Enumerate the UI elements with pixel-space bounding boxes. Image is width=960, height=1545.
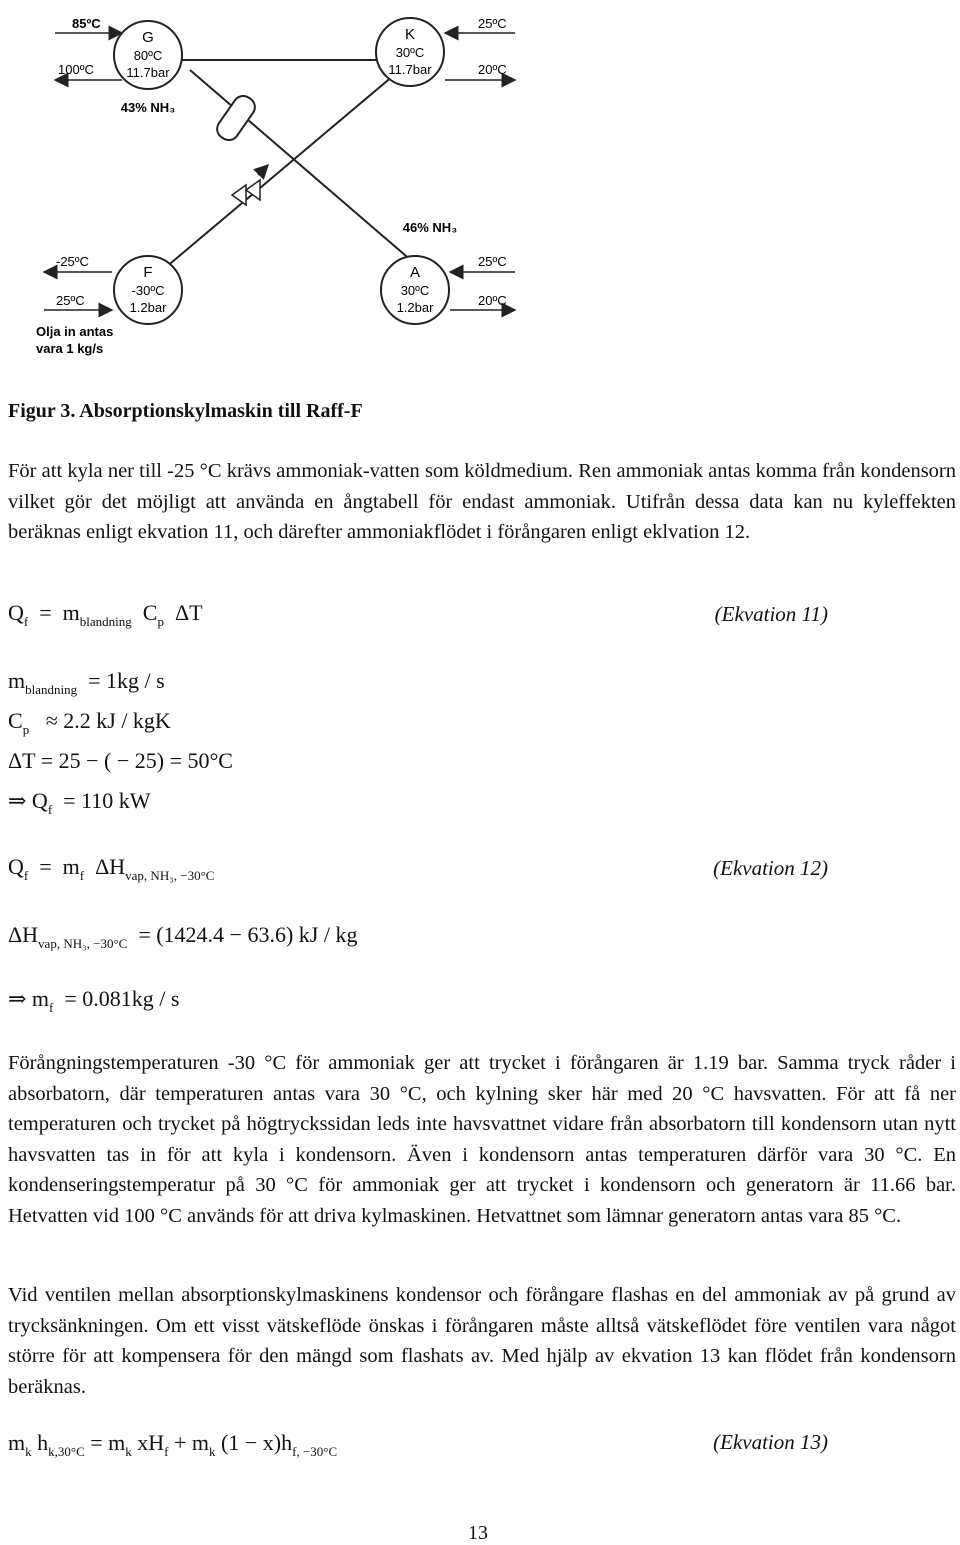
figure-caption: Figur 3. Absorptionskylmaskin till Raff-F [8,400,363,422]
equation-13-label: (Ekvation 13) [713,1430,828,1454]
evaporator-letter: F [143,264,153,281]
generator-node [55,16,182,89]
heat-exchanger [213,92,259,144]
evaporator-node [36,254,182,356]
equation-mass-flow: $m_{blandning} = 1kg / s$ [8,668,165,697]
equation-delta-h: $\Delta H_{vap, NH_3, -30^\circ C} = (1424.4 - 63.6)$ kJ / kg [8,922,358,951]
oil-note-line2: vara 1 kg/s [36,341,104,356]
absorption-chiller-diagram [0,0,560,380]
absorber-temp: 30ºC [400,283,430,298]
rich-concentration-label: 43% NH₃ [120,100,176,115]
equation-delta-t: ΔT = 25 − ( − 25) = 50°C [8,748,233,773]
expansion-valve [232,180,260,205]
absorber-node [381,254,515,324]
equation-11: $Q_f = m_{blandning}$ $C_p$ ΔT [8,600,203,629]
equation-12-label: (Ekvation 12) [713,856,828,880]
equation-qf-result: ⇒ $Q_f = 110$ kW [8,788,151,817]
equation-11-label: (Ekvation 11) [714,602,828,626]
generator-in-temp: 85ºC [72,16,101,31]
generator-out-temp: 100ºC [58,62,94,77]
equation-mf-result: ⇒ $m_f = 0.081kg / s$ [8,986,180,1015]
condenser-letter: K [404,26,416,43]
absorber-pressure: 1.2bar [396,300,434,315]
paragraph-valve: Vid ventilen mellan absorptionskylmaskinens kondensor och förångare flashas en del ammoniak av på grund av trycksänkningen. Om ett visst vätskeflöde önskas i förångaren måste alltså vätskeflödet före ventilen vara något större för att kompensera för den mängd som flashats av. Med hjälp av ekvation 13 kan flödet från kondensorn beräknas. [8,1284,956,1398]
condenser-in-temp: 25ºC [478,16,507,31]
generator-letter: G [142,29,154,46]
absorber-out-temp: 20ºC [478,293,507,308]
condenser-pressure: 11.7bar [388,62,432,77]
absorber-in-temp: 25ºC [478,254,507,269]
generator-pressure: 11.7bar [126,65,170,80]
absorber-letter: A [409,264,421,281]
paragraph-intro: För att kyla ner till -25 °C krävs ammoniak-vatten som köldmedium. Ren ammoniak antas komma från kondensorn vilket gör det möjligt att använda en ångtabell för endast ammoniak. Utifrån dessa data kan nu kyleffekten beräknas enligt ekvation 11, och därefter ammoniakflödet i förångaren enligt eklvation 12. [8,460,956,543]
condenser-out-temp: 20ºC [478,62,507,77]
equation-13: $m_k$ $h_{k,30^\circ C} = m_k$ $xH_f + m_k$ $(1 - x)h_{f, -30^\circ C}$ [8,1430,338,1459]
evaporator-in-temp: -25ºC [56,254,89,269]
condenser-node [376,16,515,86]
evaporator-temp: -30ºC [131,283,165,298]
evaporator-out-temp: 25ºC [56,293,85,308]
equation-12: $Q_f = m_f$ $\Delta H_{vap, NH_3, -30^\circ C}$ [8,854,215,883]
generator-temp: 80ºC [133,48,163,63]
oil-note-line1: Olja in antas [36,324,114,339]
evaporator-pressure: 1.2bar [129,300,167,315]
lean-concentration-label: 46% NH₃ [402,220,458,235]
condenser-temp: 30ºC [395,45,425,60]
paragraph-evaporation: Förångningstemperaturen -30 °C för ammoniak ger att trycket i förångaren är 1.19 bar. Samma tryck råder i absorbatorn, där temperaturen antas vara 30 °C, och kylning sker här med 20 °C havsvatten. För att få ner temperaturen och trycket på högtryckssidan leds inte havsvattnet vidare från absorbatorn till kondensorn utan nytt havsvatten tas in för att kyla i kondensorn. Även i kondensorn antas temperaturen därför vara 30 °C. En kondenseringstemperatur på 30 °C för ammoniak ger att trycket i kondensorn och generatorn är 11.66 bar. Hetvatten vid 100 °C används för att driva kylmaskinen. Hetvattnet som lämnar generatorn antas vara 85 °C. [8,1052,956,1227]
equation-cp: $C_p \approx 2.2$ kJ / kgK [8,708,171,737]
page-number: 13 [468,1522,488,1544]
